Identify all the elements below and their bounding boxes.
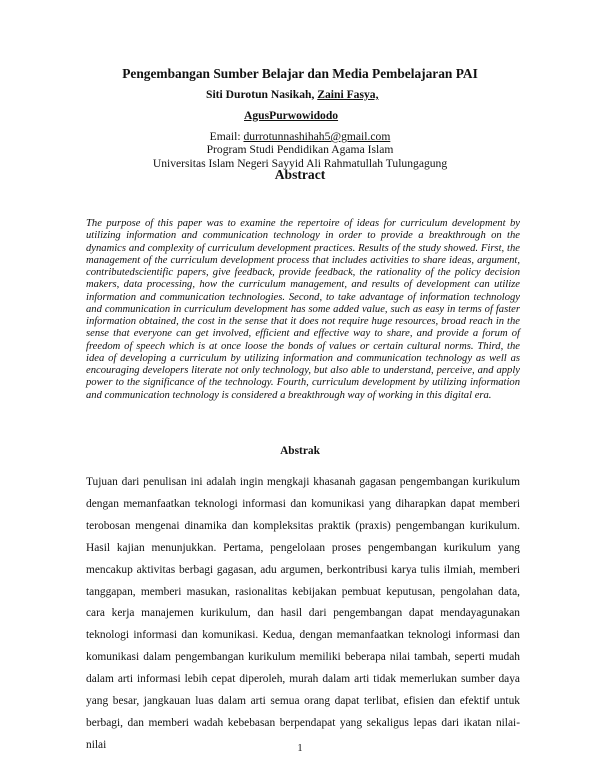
abstract-english: The purpose of this paper was to examine the repertoire of ideas for curriculum development by utilizing information and communication technology in order to provide a breakthrough on the dynamics and complexity of curriculum development practices. Results of the study showed. First, the management of the curriculum development process that includes activities to share ideas, argument, contributedscientific papers, give feedback, provide feedback, the rationality of the policy decision makers, data processing, how the curriculum management, and results of development can utilize information and communication technologies. Second, to take advantage of information technology and communication in curriculum development has some added value, such as easy in terms of faster information obtained, the cost in the sense that it does not require huge resources, broad reach in the sense that everyone can get involved, efficient and effective way to share, and provide a forum of freedom of speech which is at once loose the bonds of values or certain cultural norms. Third, the idea of developing a curriculum by utilizing information and communication technology as well as encouraging developers literate not only technology, but also able to understand, perceive, and apply power to the significance of the technology. Fourth, curriculum development by utilizing information and communication technology is considered a breakthrough way of working in this digital era. — [86, 218, 520, 401]
institution-program: Program Studi Pendidikan Agama Islam — [206, 143, 394, 156]
abstrak-heading: Abstrak — [280, 445, 320, 457]
email-line — [0, 130, 600, 143]
author-line — [206, 88, 378, 101]
author-name: Siti Durotun Nasikah, — [206, 88, 318, 101]
author-name[interactable]: Zaini Fasya, — [317, 88, 379, 101]
abstrak-indonesian: Tujuan dari penulisan ini adalah ingin mengkaji khasanah gagasan pengembangan kurikulum dengan memanfaatkan teknologi informasi dan komunikasi yang diharapkan dapat memberi terobosan mengenai dinamika dan kompleksitas praktik (praxis) pengembangan kurikulum. Hasil kajian menunjukkan. Pertama, pengelolaan proses pengembangan kurikulum yang mencakup aktivitas berbagi gagasan, adu argumen, berkontribusi karya tulis ilmiah, memberi tanggapan, memberi masukan, rasionalitas kebijakan pembuat keputusan, pengolahan data, cara kerja manajemen kurikulum, dan hasil dari pengembangan dapat mendayagunakan teknologi informasi dan komunikasi. Kedua, dengan memanfaatkan teknologi informasi dan komunikasi dalam pengembangan kurikulum memiliki beberapa nilai tambah, seperti mudah dalam arti informasi lebih cepat diperoleh, murah dalam arti tidak memerlukan sumber daya yang besar, jangkauan luas dalam arti semua orang dapat terlibat, efisien dan efektif untuk berbagi, dan memberi wadah kebebasan berpendapat yang sekaligus lepas dari ikatan nilai-nilai — [86, 476, 520, 751]
email-link[interactable]: durrotunnashihah5@gmail.com — [243, 130, 391, 143]
institution-university: Universitas Islam Negeri Sayyid Ali Rahmatullah Tulungagung — [152, 157, 448, 170]
author-name[interactable]: AgusPurwowidodo — [244, 109, 339, 122]
page-number: 1 — [297, 743, 303, 754]
abstract-heading: Abstract — [274, 167, 326, 182]
email-label: Email: — [209, 130, 244, 143]
paper-title: Pengembangan Sumber Belajar dan Media Pembelajaran PAI — [122, 66, 478, 81]
